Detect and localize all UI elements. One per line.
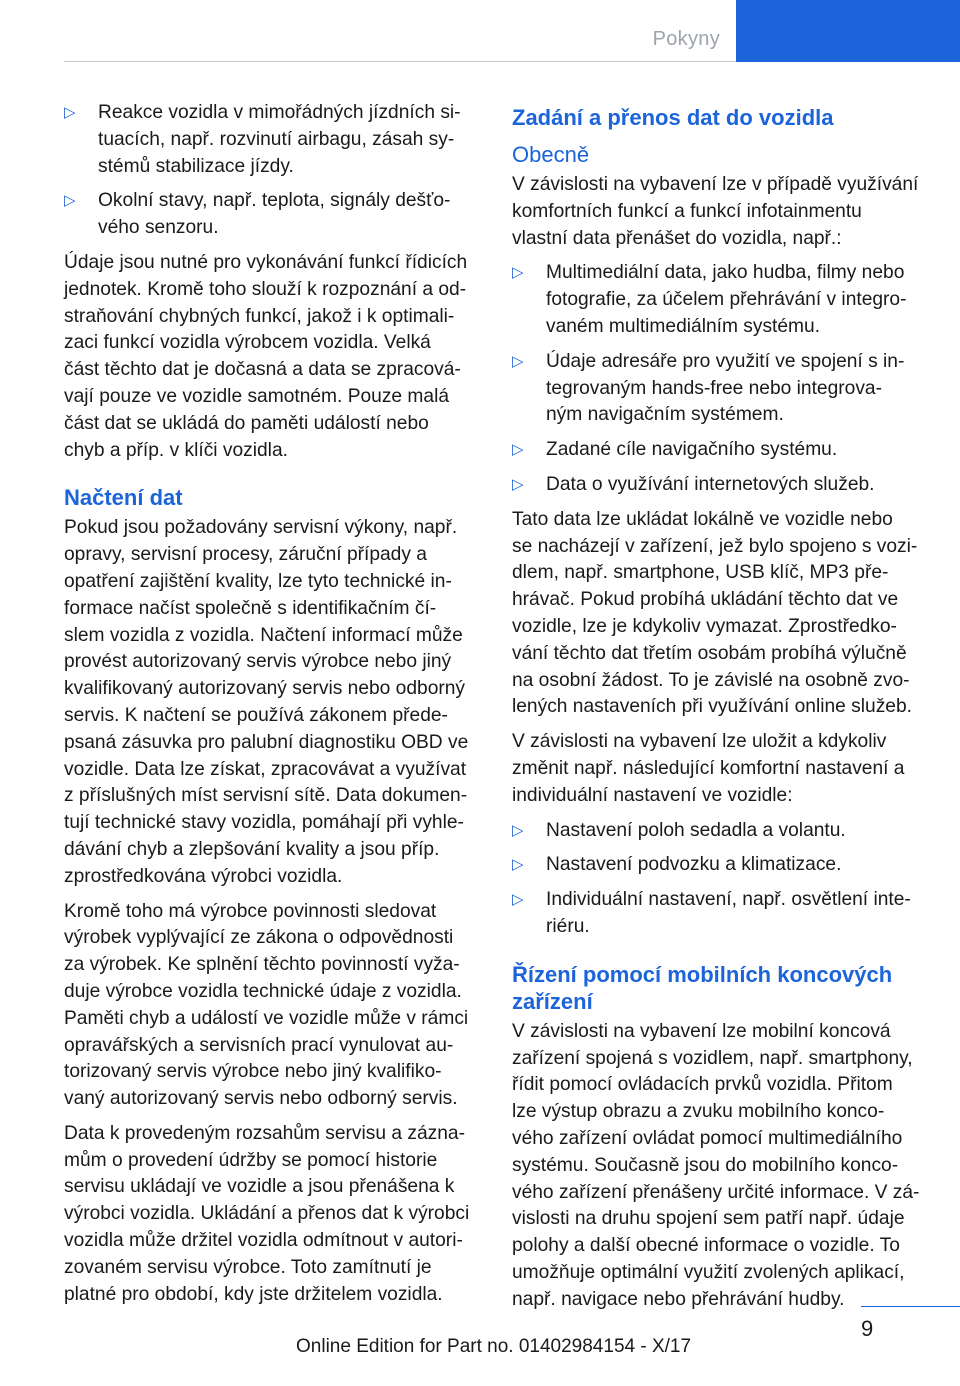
triangle-bullet-icon: ▷	[64, 192, 76, 210]
triangle-bullet-icon: ▷	[512, 441, 524, 459]
heading-rizeni-mobilnich: Řízení pomocí mobilních koncových zařízení	[512, 961, 893, 1014]
footer-divider	[861, 1306, 960, 1307]
list-item: ▷ Multimediální data, jako hudba, filmy nebo fotografie, za účelem přehrávání v integro- vaném multimediálním systému.	[512, 262, 907, 337]
list-item: ▷ Okolní stavy, např. teplota, signály dešťo- vého senzoru.	[64, 190, 451, 239]
triangle-bullet-icon: ▷	[512, 352, 524, 370]
bullet-list-settings	[512, 818, 927, 941]
section-title: Pokyny	[652, 28, 720, 50]
paragraph: V závislosti na vybavení lze mobilní koncová zařízení spojená s vozidlem, např. smartphony, řídit pomocí ovládacích prvků vozidla. Přitom lze výstup obrazu a zvuku mobilního konco- vého zařízení ovládat pomocí multimediálního systému. Současně jsou do mobilního konco- vého zařízení přenášeny určité informace. V zá- vislosti na druhu spojení sem patří např. údaje polohy a další obecné informace o vozidle. To umožňuje optimální využití zvolených aplikací, např. navigace nebo přehrávání hudby.	[512, 1020, 920, 1310]
edition-footer: Online Edition for Part no. 01402984154 - X/17	[296, 1336, 692, 1357]
triangle-bullet-icon: ▷	[512, 475, 524, 493]
bullet-list-data	[512, 260, 927, 498]
paragraph: Pokud jsou požadovány servisní výkony, např. opravy, servisní procesy, záruční případy a opatření zajištění kvality, lze tyto technické in- formace načíst společně s identifikačním čí- slem vozidla z vozidla. Načtení informací může provést autorizovaný servis výrobce nebo jiný kvalifikovaný autorizovaný servis nebo odborný servis. K načtení se používá zákonem přede- psaná zásuvka pro palubní diagnostiku OBD ve vozidle. Data lze získat, zpracovávat a využívat z příslušných míst servisní sítě. Data dokumen- tují technické stavy vozidla, pomáhají při vyhle- dávání chyb a zlepšování kvality a jsou příp. zprostředkována výrobci vozidla.	[64, 517, 469, 887]
paragraph: V závislosti na vybavení lze uložit a kdykoliv změnit např. následující komfortní nastavení a individuální nastavení ve vozidle:	[512, 731, 905, 806]
subheading-obecne: Obecně	[512, 142, 590, 167]
left-column	[64, 100, 479, 1316]
list-item: ▷ Reakce vozidla v mimořádných jízdních si- tuacích, např. rozvinutí airbagu, zásah sy- stémů stabilizace jízdy.	[64, 102, 461, 177]
right-column	[512, 100, 927, 1321]
page-number: 9	[861, 1316, 874, 1341]
list-item: ▷ Nastavení poloh sedadla a volantu.	[512, 818, 927, 845]
paragraph: Kromě toho má výrobce povinnosti sledovat výrobek vyplývající ze zákona o odpovědnosti za výrobek. Ke splnění těchto povinností vyža- duje výrobce vozidla technické údaje z vozidla. Paměti chyb a událostí ve vozidle může v rámci opravářských a servisních prací vynulovat au- torizovaný servis výrobce nebo jiný kvalifiko- vaný autorizovaný servis nebo odborný servis.	[64, 900, 469, 1110]
paragraph: Data k provedeným rozsahům servisu a zázna- mům o provedení údržby se pomocí historie servisu ukládají ve vozidle a jsou přenášena k výrobci vozidla. Ukládání a přenos dat k výrobci vozidla může držitel vozidla odmítnout v autori- zovaném servisu výrobce. Toto zamítnutí je platné pro období, kdy jste držitelem vozidla.	[64, 1122, 470, 1305]
list-item: ▷ Data o využívání internetových služeb.	[512, 472, 927, 499]
header-divider	[64, 61, 736, 62]
triangle-bullet-icon: ▷	[64, 104, 76, 121]
bullet-list-top	[64, 100, 479, 242]
list-item: ▷ Zadané cíle navigačního systému.	[512, 437, 927, 464]
triangle-bullet-icon: ▷	[512, 891, 524, 909]
paragraph: Tato data lze ukládat lokálně ve vozidle nebo se nacházejí v zařízení, jež bylo spojeno s vozi- dlem, např. smartphone, USB klíč, MP3 pře- hrávač. Pokud probíhá ukládání těchto dat ve vozidle, lze je kdykoliv vymazat. Zprostředko- vání těchto dat třetím osobám probíhá výlučně na osobní žádost. To je závislé na osobně zvo- lených nastaveních při využívání online služeb.	[512, 508, 918, 718]
paragraph: V závislosti na vybavení lze v případě využívání komfortních funkcí a funkcí infotainmentu vlastní data přenášet do vozidla, např.:	[512, 174, 919, 249]
heading-nacteni-dat: Načtení dat	[64, 485, 183, 511]
triangle-bullet-icon: ▷	[512, 821, 524, 839]
heading-zadani-prenos: Zadání a přenos dat do vozidla	[512, 105, 834, 130]
list-item: ▷ Nastavení podvozku a klimatizace.	[512, 852, 927, 879]
list-item: ▷ Údaje adresáře pro využití ve spojení s in- tegrovaným hands-free nebo integrova- ným navigačním systémem.	[512, 350, 905, 426]
header-accent-bar	[736, 0, 960, 62]
paragraph: Údaje jsou nutné pro vykonávání funkcí řídicích jednotek. Kromě toho slouží k rozpoznání a od- straňování chybných funkcí, jakož i k optimali- zaci funkcí vozidla výrobcem vozidla. Velká část těchto dat je dočasná a data se zpracová- vají pouze ve vozidle samotném. Pouze malá část dat se ukládá do paměti událostí nebo chyb a příp. v klíči vozidla.	[64, 251, 468, 461]
list-item: ▷ Individuální nastavení, např. osvětlení inte- riéru.	[512, 889, 911, 937]
triangle-bullet-icon: ▷	[512, 264, 524, 282]
triangle-bullet-icon: ▷	[512, 856, 524, 874]
